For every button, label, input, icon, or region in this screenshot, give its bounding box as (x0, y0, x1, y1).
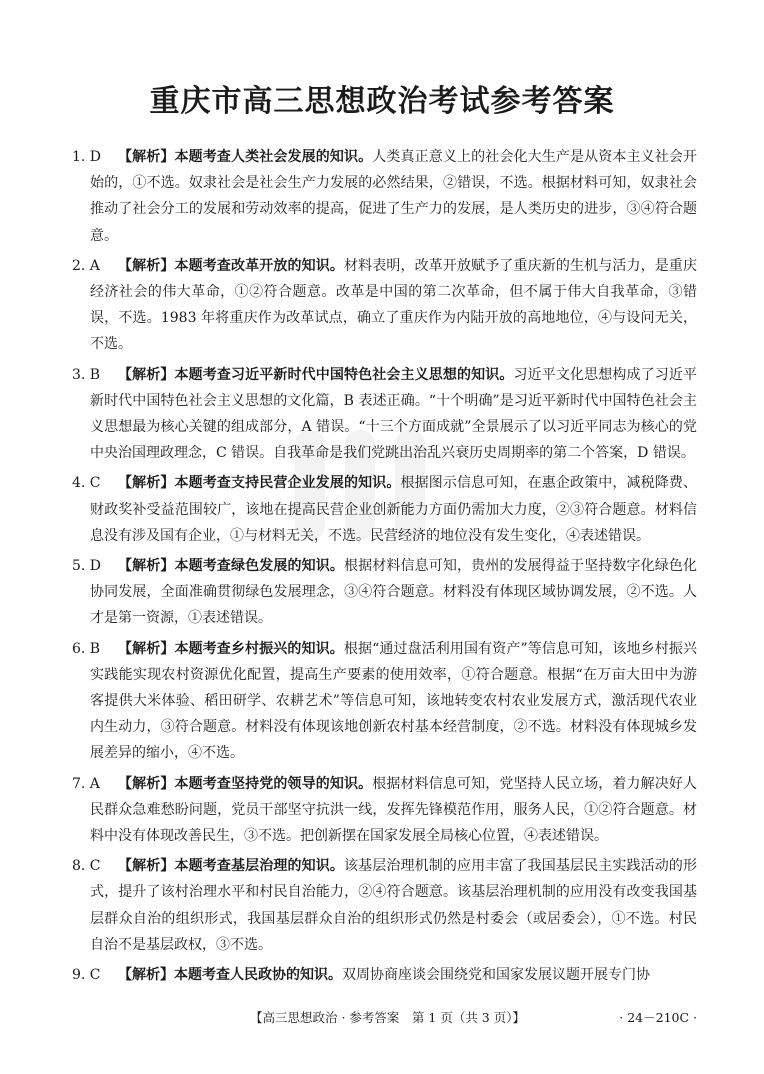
item-heading: 本题考查支持民营企业发展的知识。 (174, 475, 401, 492)
analysis-tag: 【解析】 (118, 967, 174, 984)
analysis-tag: 【解析】 (118, 640, 175, 657)
analysis-tag: 【解析】 (118, 366, 175, 383)
item-number: 8. C (72, 858, 101, 875)
analysis-tag: 【解析】 (118, 257, 175, 274)
item-body: 双周协商座谈会围绕党和国家发展议题开展专门协 (342, 967, 650, 984)
answer-item (72, 253, 697, 358)
item-number: 4. C (72, 475, 101, 492)
analysis-tag: 【解析】 (118, 775, 175, 792)
answer-item (72, 470, 697, 549)
item-heading: 本题考查改革开放的知识。 (174, 257, 344, 274)
answer-item (72, 144, 697, 249)
item-number: 3. B (72, 366, 101, 383)
item-body: 根据材料信息可知，党坚持人民立场，着力解决好人民群众急难愁盼问题，党员干部坚守抗洪一线，发挥先锋模范作用，服务人民，①②符合题意。材料中没有体现改善民生，③不选。把创新摆在国家发展全局核心位置，④表述错误。 (90, 775, 697, 845)
item-heading: 本题考查人民政协的知识。 (174, 967, 342, 984)
item-number: 1. D (72, 149, 102, 165)
item-number: 9. C (72, 967, 101, 984)
item-number: 7. A (72, 775, 100, 792)
footer-page-info: 【高三思想政治 · 参考答案 第 1 页（共 3 页）】 (250, 1010, 525, 1025)
item-heading: 本题考查习近平新时代中国特色社会主义思想的知识。 (174, 366, 514, 383)
item-number: 2. A (72, 257, 100, 274)
analysis-tag: 【解析】 (118, 149, 175, 165)
item-body: 材料表明，改革开放赋予了重庆新的生机与活力，是重庆经济社会的伟大革命，①②符合题意。改革是中国的第二次革命，但不属于伟大自我革命，③错误，不选。1983 年将重庆作为改革试点，确立了重庆作为内陆开放的高地地位，④与设问无关，不选。 (90, 257, 697, 353)
answer-item (72, 853, 697, 958)
page-title: 重庆市高三思想政治考试参考答案 (149, 84, 615, 119)
footer-code: · 24－210C · (619, 1010, 697, 1025)
answer-item (72, 962, 697, 988)
item-body: 根据图示信息可知，在惠企政策中，减税降费、财政奖补受益范围较广，该地在提高民营企业创新能力方面仍需加大力度，②③符合题意。材料信息没有涉及国有企业，①与材料无关，不选。民营经济的地位没有发生变化，④表述错误。 (90, 475, 697, 544)
answer-item (72, 362, 697, 467)
item-heading: 本题考查坚持党的领导的知识。 (174, 775, 373, 792)
item-body: 根据“通过盘活利用国有资产”等信息可知，该地乡村振兴实践能实现农村资源优化配置，提高生产要素的使用效率，①符合题意。根据“在万亩大田中为游客提供大米体验、稻田研学、农耕艺术”等信息可知，该地转变农村农业发展方式，激活现代农业内生动力，③符合题意。材料没有体现该地创新农村基本经营制度，②不选。材料没有体现城乡发展差异的缩小，④不选。 (90, 640, 698, 762)
item-body: 该基层治理机制的应用丰富了我国基层民主实践活动的形式，提升了该村治理水平和村民自治能力，②④符合题意。该基层治理机制的应用没有改变我国基层群众自治的组织形式，我国基层群众自治的组织形式仍然是村委会（或居委会），①不选。村民自治不是基层政权，③不选。 (90, 858, 697, 953)
analysis-tag: 【解析】 (118, 475, 175, 492)
answer-item (72, 636, 697, 767)
item-heading: 本题考查基层治理的知识。 (174, 858, 344, 875)
answer-list (72, 144, 697, 992)
item-heading: 本题考查乡村振兴的知识。 (174, 640, 344, 657)
analysis-tag: 【解析】 (118, 858, 175, 875)
item-number: 5. D (72, 558, 102, 575)
answer-item (72, 553, 697, 632)
item-body: 根据材料信息可知，贵州的发展得益于坚持数字化绿色化协同发展，全面准确贯彻绿色发展理念，③④符合题意。材料没有体现区域协调发展，②不选。人才是第一资源，①表述错误。 (90, 558, 697, 627)
page-footer (72, 1008, 697, 1026)
item-heading: 本题考查绿色发展的知识。 (174, 558, 344, 575)
analysis-tag: 【解析】 (118, 558, 175, 575)
answer-item (72, 771, 697, 850)
item-heading: 本题考查人类社会发展的知识。 (174, 149, 373, 165)
item-number: 6. B (72, 640, 101, 657)
item-body: 人类真正意义上的社会化大生产是从资本主义社会开始的，①不选。奴隶社会是社会生产力发展的必然结果，②错误，不选。根据材料可知，奴隶社会推动了社会分工的发展和劳动效率的提高，促进了生产力的发展，是人类历史的进步，③④符合题意。 (90, 149, 697, 244)
item-body: 习近平文化思想构成了习近平新时代中国特色社会主义思想的文化篇，B 表述正确。“十个明确”是习近平新时代中国特色社会主义思想最为核心关键的组成部分，A 错误。“十三个方面成就”全景展示了以习近平同志为核心的党中央治国理政理念，C 错误。自我革命是我们党跳出治乱兴衰历史周期率的第二个答案，D 错误。 (90, 366, 697, 462)
